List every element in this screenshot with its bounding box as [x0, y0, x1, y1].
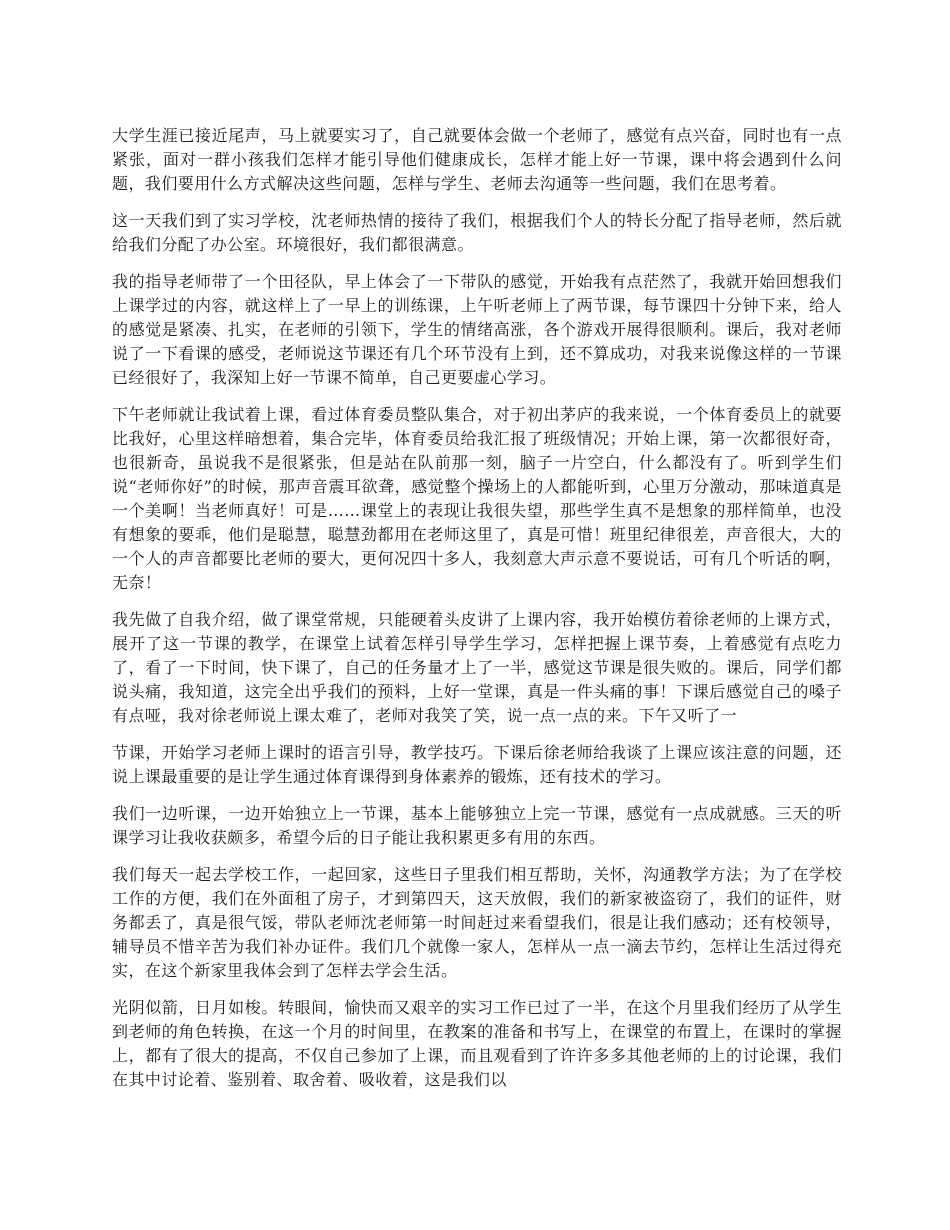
paragraph-1: 大学生涯已接近尾声，马上就要实习了，自己就要体会做一个老师了，感觉有点兴奋，同时也有一点紧张，面对一群小孩我们怎样才能引导他们健康成长，怎样才能上好一节课，课中将会遇到什么问题，我们要用什么方式解决这些问题，怎样与学生、老师去沟通等一些问题，我们在思考着。	[112, 126, 842, 193]
paragraph-5: 我先做了自我介绍，做了课堂常规，只能硬着头皮讲了上课内容，我开始模仿着徐老师的上课方式，展开了这一节课的教学，在课堂上试着怎样引导学生学习，怎样把握上课节奏，上着感觉有点吃力了，看了一下时间，快下课了，自己的任务量才上了一半，感觉这节课是很失败的。课后，同学们都说头痛，我知道，这完全出乎我们的预料，上好一堂课，真是一件头痛的事！下课后感觉自己的嗓子有点哑，我对徐老师说上课太难了，老师对我笑了笑，说一点一点的来。下午又听了一	[112, 610, 842, 725]
document-body	[112, 124, 842, 1105]
paragraph-7: 我们一边听课，一边开始独立上一节课，基本上能够独立上完一节课，感觉有一点成就感。三天的听课学习让我收获颇多，希望今后的日子能让我积累更多有用的东西。	[112, 804, 842, 847]
paragraph-2: 这一天我们到了实习学校，沈老师热情的接待了我们，根据我们个人的特长分配了指导老师，然后就给我们分配了办公室。环境很好，我们都很满意。	[112, 211, 842, 254]
paragraph-4: 下午老师就让我试着上课，看过体育委员整队集合，对于初出茅庐的我来说，一个体育委员上的就要比我好，心里这样暗想着，集合完毕，体育委员给我汇报了班级情况；开始上课，第一次都很好奇，也很新奇，虽说我不是很紧张，但是站在队前那一刻，脑子一片空白，什么都没有了。听到学生们说“老师你好”的时候，那声音震耳欲聋，感觉整个操场上的人都能听到，心里万分激动，那味道真是一个美啊！当老师真好！可是……课堂上的表现让我很失望，那些学生真不是想象的那样简单，也没有想象的要乖，他们是聪慧，聪慧劲都用在老师这里了，真是可惜！班里纪律很差，声音很大，大的一个人的声音都要比老师的要大，更何况四十多人，我刻意大声示意不要说话，可有几个听话的啊，无奈！	[112, 405, 842, 592]
paragraph-8: 我们每天一起去学校工作，一起回家，这些日子里我们相互帮助，关怀，沟通教学方法；为了在学校工作的方便，我们在外面租了房子，才到第四天，这天放假，我们的新家被盗窃了，我们的证件，财务都丢了，真是很气馁，带队老师沈老师第一时间赶过来看望我们，很是让我们感动；还有校领导，辅导员不惜辛苦为我们补办证件。我们几个就像一家人，怎样从一点一滴去节约，怎样让生活过得充实，在这个新家里我体会到了怎样去学会生活。	[112, 865, 842, 980]
paragraph-3: 我的指导老师带了一个田径队，早上体会了一下带队的感觉，开始我有点茫然了，我就开始回想我们上课学过的内容，就这样上了一早上的训练课，上午听老师上了两节课，每节课四十分钟下来，给人的感觉是紧凑、扎实，在老师的引领下，学生的情绪高涨，各个游戏开展得很顺利。课后，我对老师说了一下看课的感受，老师说这节课还有几个环节没有上到，还不算成功，对我来说像这样的一节课已经很好了，我深知上好一节课不简单，自己更要虚心学习。	[112, 272, 842, 387]
paragraph-6: 节课，开始学习老师上课时的语言引导，教学技巧。下课后徐老师给我谈了上课应该注意的问题，还说上课最重要的是让学生通过体育课得到身体素养的锻炼，还有技术的学习。	[112, 743, 842, 786]
paragraph-9: 光阴似箭，日月如梭。转眼间，愉快而又艰辛的实习工作已过了一半，在这个月里我们经历了从学生到老师的角色转换，在这一个月的时间里，在教案的准备和书写上，在课堂的布置上，在课时的掌握上，都有了很大的提高，不仅自己参加了上课，而且观看到了许许多多其他老师的上的讨论课，我们在其中讨论着、鉴别着、取舍着、吸收着，这是我们以	[112, 998, 842, 1089]
